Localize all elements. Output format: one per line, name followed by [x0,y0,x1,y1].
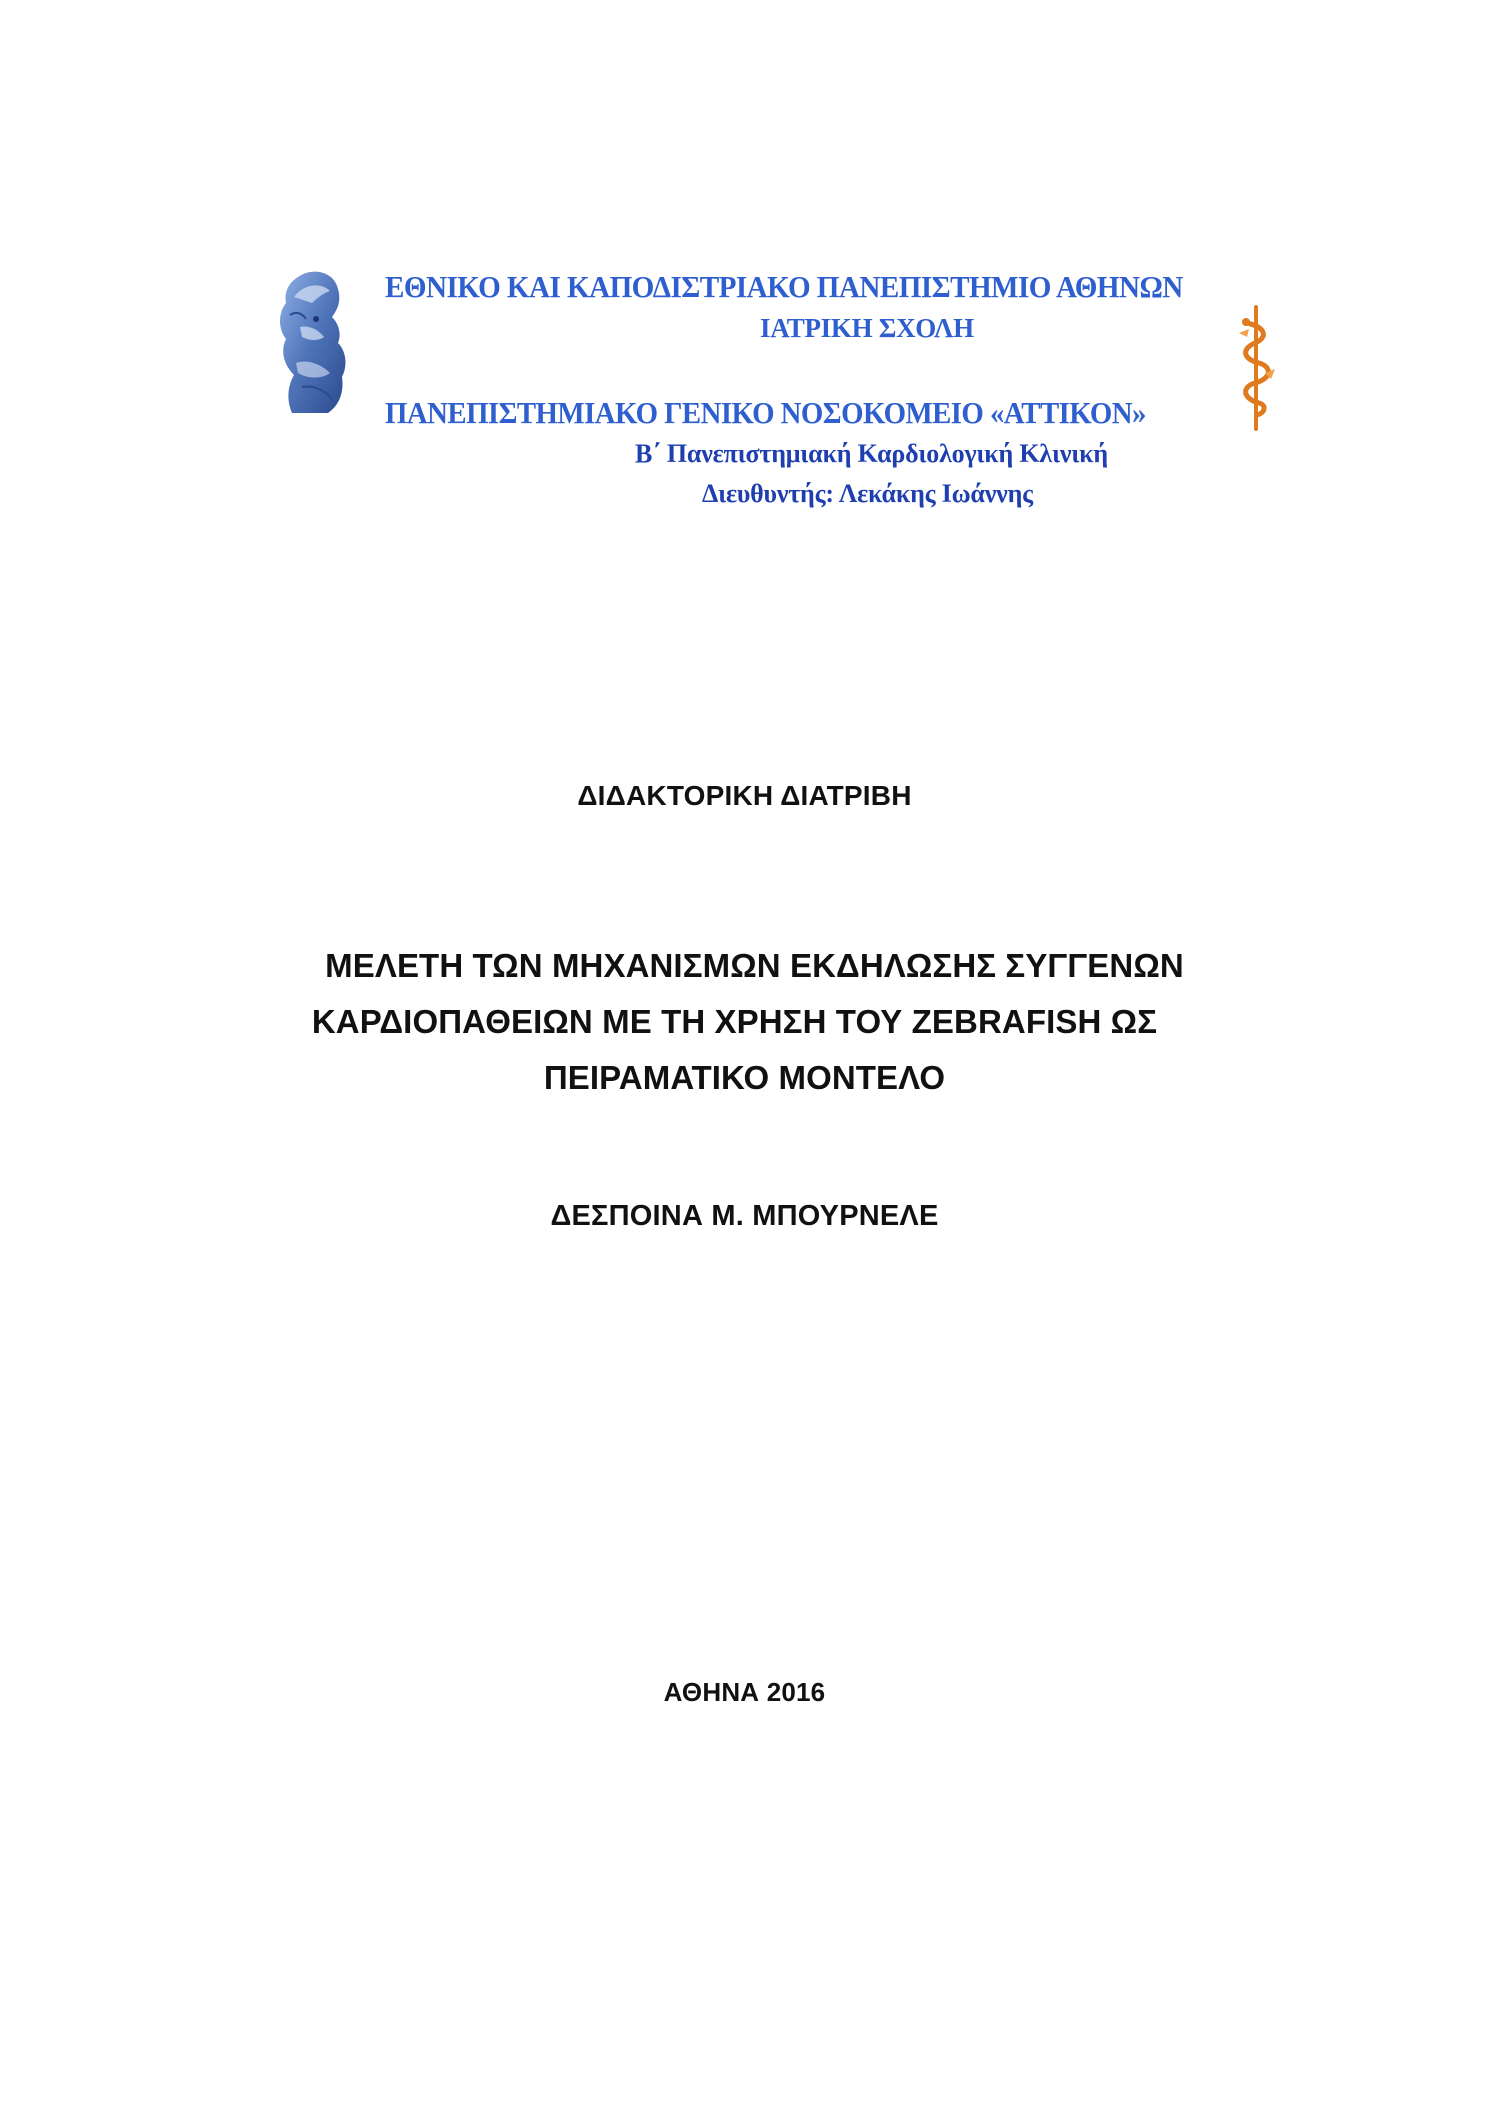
hospital-name: ΠΑΝΕΠΙΣΤΗΜΙΑΚΟ ΓΕΝΙΚΟ ΝΟΣΟΚΟΜΕΙΟ «ΑΤΤΙΚΟΝ» [385,395,1146,430]
school-name: ΙΑΤΡΙΚΗ ΣΧΟΛΗ [760,313,974,343]
clinic-name: Β΄ Πανεπιστημιακή Καρδιολογική Κλινική [635,439,1108,468]
author-name: ΔΕΣΠΟΙΝΑ Μ. ΜΠΟΥΡΝΕΛΕ [550,1200,939,1232]
university-name: ΕΘΝΙΚΟ ΚΑΙ ΚΑΠΟΔΙΣΤΡΙΑΚΟ ΠΑΝΕΠΙΣΤΗΜΙΟ ΑΘΗΝΩΝ [385,269,1183,304]
thesis-title-line: ΠΕΙΡΑΜΑΤΙΚΟ ΜΟΝΤΕΛΟ [543,1059,946,1096]
thesis-title [0,938,1489,1106]
document-type: ΔΙΔΑΚΤΟΡΙΚΗ ΔΙΑΤΡΙΒΗ [577,780,912,811]
thesis-title-line: ΜΕΛΕΤΗ ΤΩΝ ΜΗΧΑΝΙΣΜΩΝ ΕΚΔΗΛΩΣΗΣ ΣΥΓΓΕΝΩΝ [325,947,1184,984]
director-name: Διευθυντής: Λεκάκης Ιωάννης [702,479,1033,508]
asclepius-staff-logo [1235,303,1277,433]
athena-head-logo [272,267,350,417]
thesis-title-line: ΚΑΡΔΙΟΠΑΘΕΙΩΝ ΜΕ ΤΗ ΧΡΗΣΗ ΤΟΥ ZEBRAFISH ΩΣ [311,1003,1158,1040]
place-and-year: ΑΘΗΝΑ 2016 [663,1677,826,1707]
letterhead [260,255,1280,525]
